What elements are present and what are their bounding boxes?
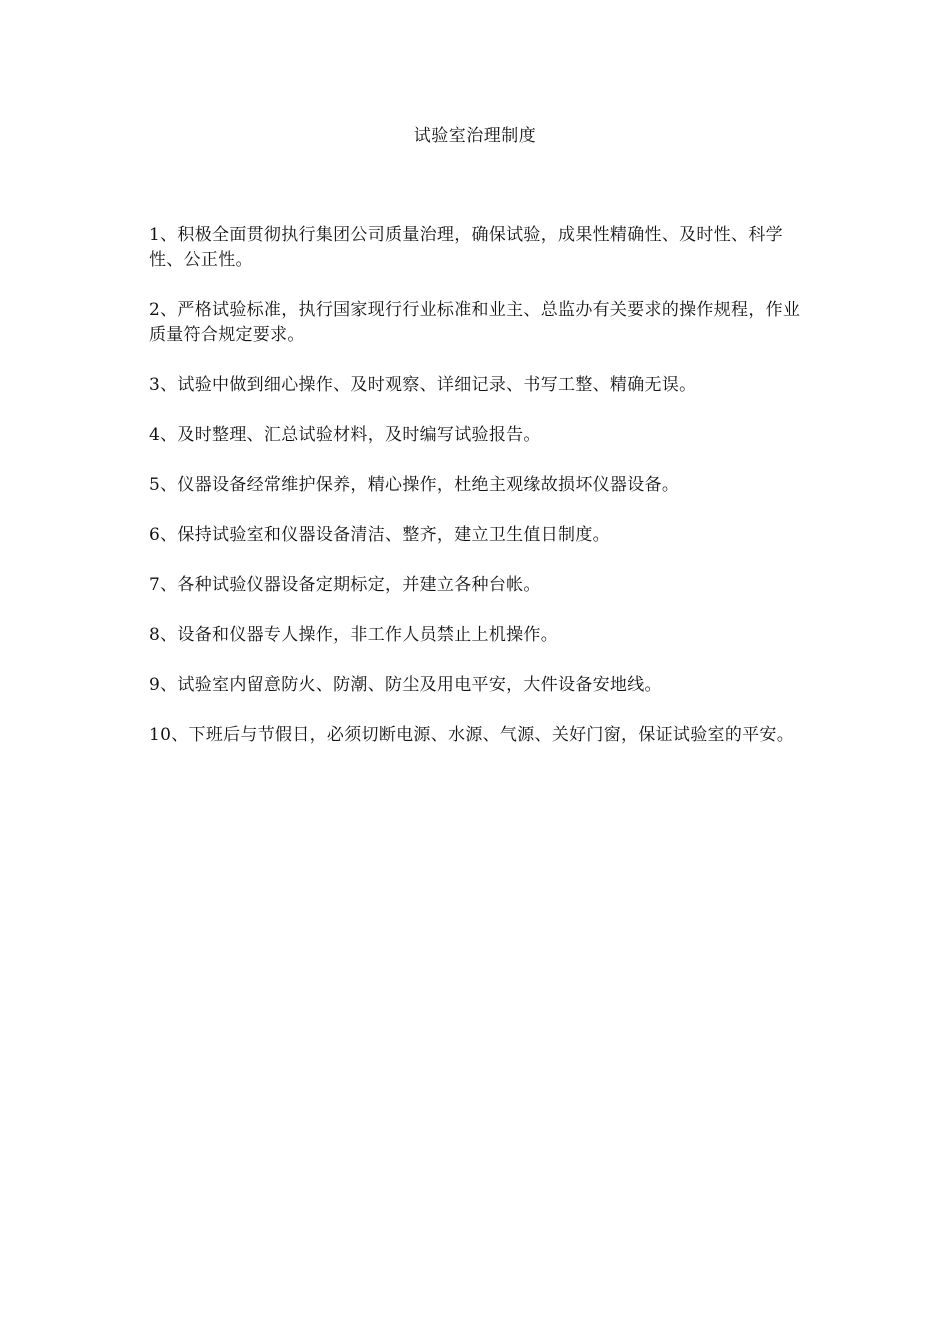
- regulation-list: [149, 223, 805, 773]
- regulation-item-5: 5、仪器设备经常维护保养，精心操作，杜绝主观缘故损坏仪器设备。: [149, 475, 680, 495]
- regulation-item-1: 1、积极全面贯彻执行集团公司质量治理，确保试验，成果性精确性、及时性、科学性、公正性。: [149, 225, 783, 270]
- regulation-item-8: 8、设备和仪器专人操作，非工作人员禁止上机操作。: [149, 625, 559, 645]
- regulation-item-9: 9、试验室内留意防火、防潮、防尘及用电平安，大件设备安地线。: [149, 675, 662, 695]
- regulation-item-7: 7、各种试验仪器设备定期标定，并建立各种台帐。: [149, 575, 541, 595]
- regulation-item-4: 4、及时整理、汇总试验材料，及时编写试验报告。: [149, 425, 541, 445]
- regulation-item-2: 2、严格试验标准，执行国家现行行业标准和业主、总监办有关要求的操作规程，作业质量符合规定要求。: [149, 300, 801, 345]
- document-title: 试验室治理制度: [413, 126, 537, 146]
- regulation-item-10: 10、下班后与节假日，必须切断电源、水源、气源、关好门窗，保证试验室的平安。: [149, 725, 795, 745]
- regulation-item-6: 6、保持试验室和仪器设备清洁、整齐，建立卫生值日制度。: [149, 525, 610, 545]
- regulation-item-3: 3、试验中做到细心操作、及时观察、详细记录、书写工整、精确无误。: [149, 375, 697, 395]
